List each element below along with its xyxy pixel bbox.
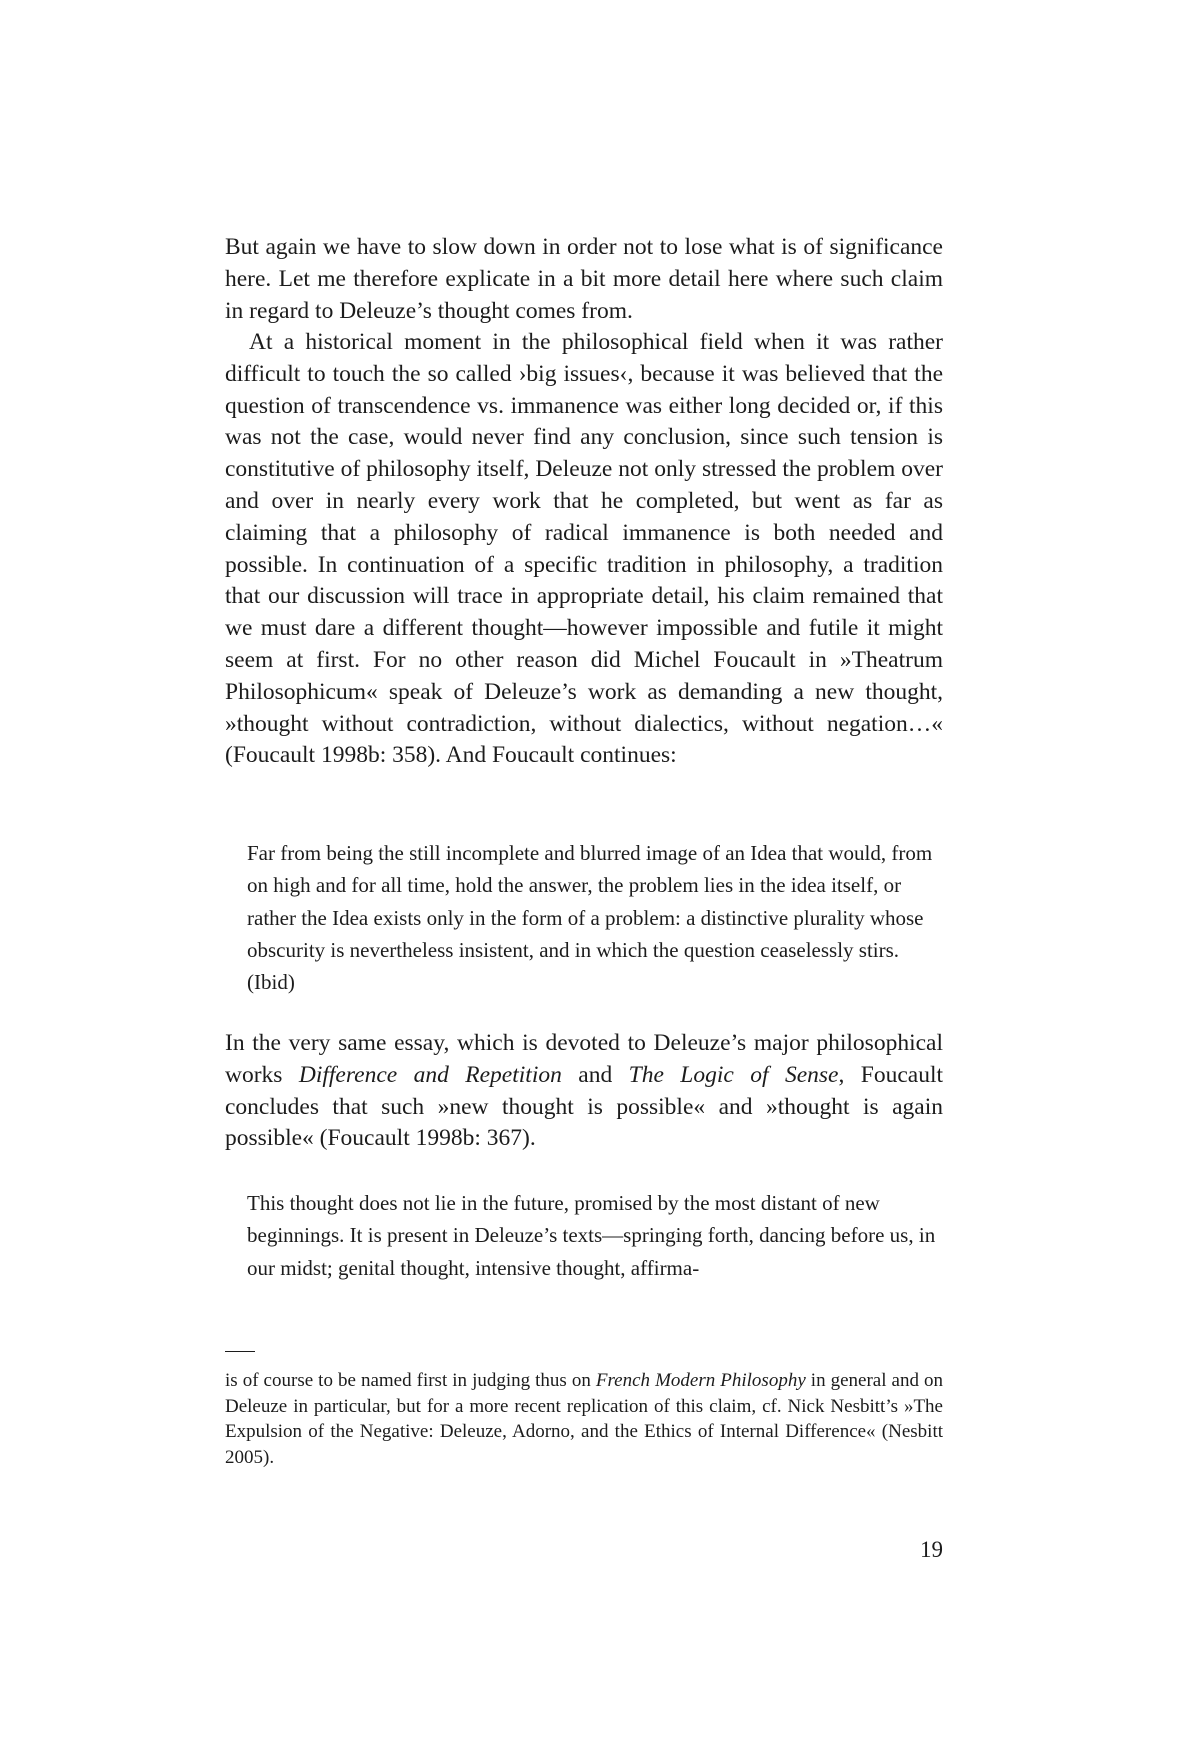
paragraph-same-essay-text-1: In the very same essay, which is devoted to Deleuze’s major philosophical works xyxy=(225,1030,943,1088)
title-logic-of-sense: The Logic of Sense xyxy=(628,1061,839,1088)
paragraph-same-essay xyxy=(225,1028,943,1155)
footnote-text-1: is of course to be named first in judging thus on xyxy=(225,1370,596,1391)
footnote-divider xyxy=(225,1351,255,1352)
page-number: 19 xyxy=(920,1537,943,1562)
paragraph-same-essay-text-3: , Foucault concludes that such »new thought is possible« and »thought is again possible« (Foucault 1998b: 367). xyxy=(225,1061,944,1152)
paragraph-historical-moment xyxy=(225,327,943,772)
footnote xyxy=(225,1368,943,1470)
paragraph-same-essay-text-2: and xyxy=(561,1061,629,1088)
block-quote-foucault-thought-text: This thought does not lie in the future, promised by the most distant of new beginnings. It is present in Deleuze’s texts—springing forth, dancing before us, in our midst; genital thought, intensive thought, affirma- xyxy=(247,1191,936,1280)
title-french-modern-philosophy: French Modern Philosophy xyxy=(595,1370,806,1391)
block-quote-foucault-idea xyxy=(247,837,943,998)
block-quote-foucault-idea-text: Far from being the still incomplete and blurred image of an Idea that would, from on high and for all time, hold the answer, the problem lies in the idea itself, or rather the Idea exists only in the form of a problem: a distinctive plurality whose obscurity is nevertheless insistent, and in which the question ceaselessly stirs. (Ibid) xyxy=(247,841,933,995)
title-difference-and-repetition: Difference and Repetition xyxy=(298,1061,562,1088)
footnote-text-2: in general and on Deleuze in particular, but for a more recent replication of this claim, cf. Nick Nesbitt’s »The Expulsion of the Negative: Deleuze, Adorno, and the Ethics of Internal Difference« (Nesbitt 2005). xyxy=(225,1370,944,1468)
block-quote-foucault-thought xyxy=(247,1187,943,1284)
paragraph-slow-down xyxy=(225,232,943,327)
paragraph-slow-down-text: But again we have to slow down in order not to lose what is of significance here. Let me therefore explicate in a bit more detail here where such claim in regard to Deleuze’s thought comes from. xyxy=(225,234,943,324)
paragraph-historical-moment-text: At a historical moment in the philosophical field when it was rather difficult to touch the so called ›big issues‹, because it was believed that the question of transcendence vs. immanence was either long decided or, if this was not the case, would never find any conclusion, since such tension is constitutive of philosophy itself, Deleuze not only stressed the problem over and over in nearly every work that he completed, but went as far as claiming that a philosophy of radical immanence is both needed and possible. In continuation of a specific tradition in philosophy, a tradition that our discussion will trace in appropriate detail, his claim remained that we must dare a different thought—however impossible and futile it might seem at first. For no other reason did Michel Foucault in »Theatrum Philosophicum« speak of Deleuze’s work as demanding a new thought, »thought without contradiction, without dialectics, without negation…« (Foucault 1998b: 358). And Foucault continues: xyxy=(225,329,943,769)
